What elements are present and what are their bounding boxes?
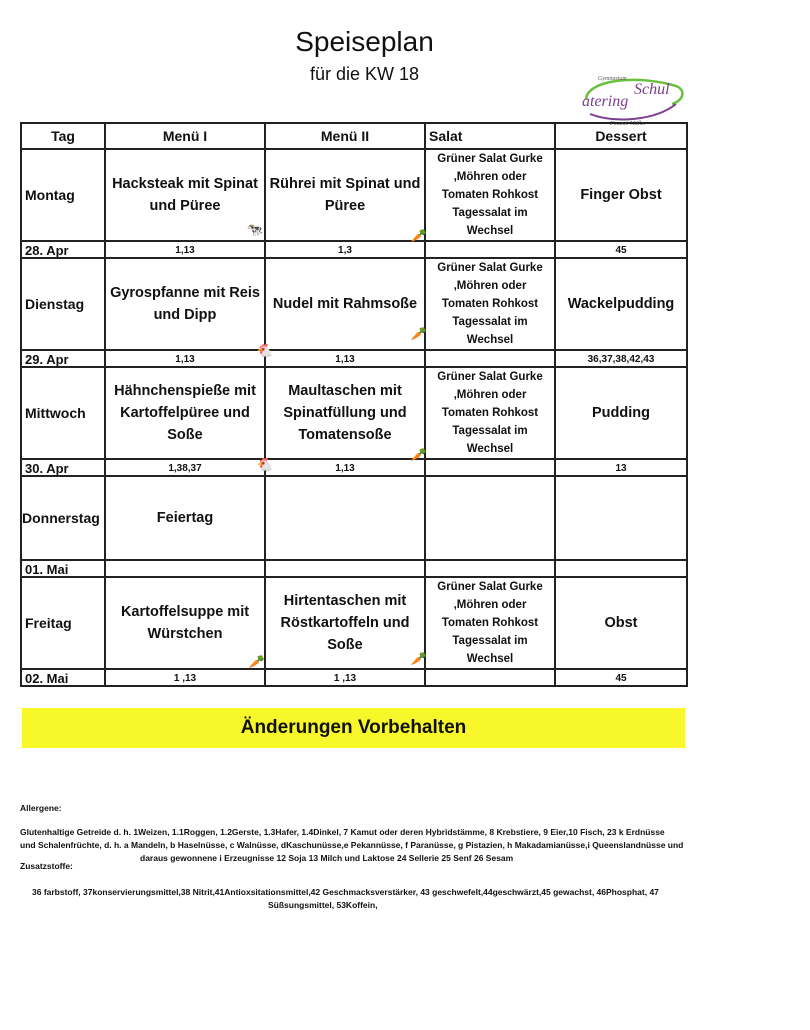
day-name: Dienstag bbox=[21, 258, 105, 350]
menu-table bbox=[20, 122, 688, 687]
changes-reserved-banner: Änderungen Vorbehalten bbox=[22, 708, 685, 748]
day-date: 01. Mai bbox=[21, 560, 105, 577]
menu2-dish bbox=[265, 577, 425, 669]
salad-allergens bbox=[425, 350, 555, 367]
dessert-allergens: 13 bbox=[555, 459, 687, 476]
carrot-icon: 🥕 bbox=[410, 447, 427, 462]
menu1-allergens: 1,13 bbox=[105, 350, 265, 367]
menu1-dish bbox=[105, 149, 265, 241]
logo-main-text-1: Schul bbox=[634, 81, 670, 98]
salad bbox=[425, 476, 555, 560]
menu2-dish bbox=[265, 476, 425, 560]
dessert-allergens: 45 bbox=[555, 241, 687, 258]
date-row-freitag bbox=[21, 669, 687, 686]
dessert-allergens: 45 bbox=[555, 669, 687, 686]
salad-allergens bbox=[425, 560, 555, 577]
menu2-dish bbox=[265, 149, 425, 241]
day-row-montag bbox=[21, 149, 687, 241]
menu2-allergens bbox=[265, 560, 425, 577]
header-salat: Salat bbox=[425, 123, 555, 149]
dessert: Obst bbox=[555, 577, 687, 669]
allergene-line-1: Glutenhaltige Getreide d. h. 1Weizen, 1.1Roggen, 1.2Gerste, 1.3Hafer, 1.4Dinkel, 7 Kamut oder deren Hybridstämme, 8 Krebstiere, 9 Eier,10 Fisch, 23 k Erdnüsse bbox=[20, 827, 665, 837]
allergene-line-3: daraus gewonnene i Erzeugnisse 12 Soja 13 Milch und Laktose 24 Sellerie 25 Senf 26 Sesam bbox=[140, 853, 514, 863]
logo-small-text: Finanzi Müller bbox=[610, 121, 647, 127]
carrot-icon: 🥕 bbox=[410, 326, 427, 341]
chicken-icon: 🐔 bbox=[256, 343, 273, 358]
carrot-icon: 🥕 bbox=[410, 651, 427, 666]
salad-allergens bbox=[425, 459, 555, 476]
menu1-text: Gyrospfanne mit Reis und Dipp bbox=[110, 285, 260, 323]
dessert-allergens: 36,37,38,42,43 bbox=[555, 350, 687, 367]
menu1-allergens bbox=[105, 560, 265, 577]
day-row-donnerstag bbox=[21, 476, 687, 560]
dessert: Wackelpudding bbox=[555, 258, 687, 350]
catering-logo bbox=[576, 70, 688, 128]
menu1-allergens: 1 ,13 bbox=[105, 669, 265, 686]
day-date: 30. Apr bbox=[21, 459, 105, 476]
header-tag: Tag bbox=[21, 123, 105, 149]
menu2-allergens: 1,13 bbox=[265, 350, 425, 367]
menu2-allergens: 1,13 bbox=[265, 459, 425, 476]
menu2-allergens: 1,3 bbox=[265, 241, 425, 258]
menu1-dish bbox=[105, 258, 273, 358]
menu2-text: Hirtentaschen mit Röstkartoffeln und Soße bbox=[280, 593, 410, 653]
day-row-mittwoch bbox=[21, 367, 687, 459]
header-menu1: Menü I bbox=[105, 123, 265, 149]
zusatzstoffe-line-2: Süßsungsmittel, 53Koffein, bbox=[268, 900, 378, 910]
salad: Grüner Salat Gurke ,Möhren oder Tomaten Rohkost Tagessalat im Wechsel bbox=[425, 258, 555, 350]
menu1-dish: Feiertag bbox=[105, 476, 265, 560]
header-dessert: Dessert bbox=[555, 123, 687, 149]
day-date: 28. Apr bbox=[21, 241, 105, 258]
zusatzstoffe-line-1: 36 farbstoff, 37konservierungsmittel,38 Nitrit,41Antioxsitationsmittel,42 Geschmacksverstärker, 43 geschwefelt,44geschwärzt,45 gewachst, 46Phosphat, 47 bbox=[32, 887, 659, 897]
date-row-montag bbox=[21, 241, 687, 258]
day-name: Freitag bbox=[21, 577, 105, 669]
carrot-icon: 🥕 bbox=[248, 654, 265, 669]
header-row bbox=[21, 123, 687, 149]
allergene-label: Allergene: bbox=[20, 803, 62, 813]
dessert: Finger Obst bbox=[555, 149, 687, 241]
salad-allergens bbox=[425, 241, 555, 258]
menu2-text: Rührei mit Spinat und Püree bbox=[269, 176, 421, 214]
logo-main-text-2: atering bbox=[582, 93, 629, 110]
cow-icon: 🐄 bbox=[246, 222, 263, 237]
menu1-dish bbox=[105, 577, 265, 669]
logo-top-text: Gymnasium bbox=[598, 76, 627, 82]
salad: Grüner Salat Gurke ,Möhren oder Tomaten Rohkost Tagessalat im Wechsel bbox=[425, 577, 555, 669]
menu2-text: Nudel mit Rahmsoße bbox=[272, 296, 418, 312]
menu1-text: Hacksteak mit Spinat und Püree bbox=[112, 176, 258, 214]
menu1-text: Hähnchenspieße mit Kartoffelpüree und Soße bbox=[114, 383, 256, 443]
menu1-text: Kartoffelsuppe mit Würstchen bbox=[120, 604, 250, 642]
date-row-donnerstag bbox=[21, 560, 687, 577]
day-row-freitag bbox=[21, 577, 687, 669]
menu2-dish bbox=[265, 258, 425, 350]
date-row-dienstag bbox=[21, 350, 687, 367]
menu2-dish bbox=[265, 367, 427, 462]
salad: Grüner Salat Gurke ,Möhren oder Tomaten Rohkost Tagessalat im Wechsel bbox=[425, 149, 555, 241]
carrot-icon: 🥕 bbox=[410, 228, 427, 243]
dessert: Pudding bbox=[555, 367, 687, 459]
dessert bbox=[555, 476, 687, 560]
salad-allergens bbox=[425, 669, 555, 686]
week-subtitle: für die KW 18 bbox=[309, 64, 420, 84]
dessert-allergens bbox=[555, 560, 687, 577]
salad: Grüner Salat Gurke ,Möhren oder Tomaten Rohkost Tagessalat im Wechsel bbox=[425, 367, 555, 459]
zusatzstoffe-label: Zusatzstoffe: bbox=[20, 861, 73, 871]
chicken-icon: 🐔 bbox=[256, 457, 273, 472]
menu2-text: Maultaschen mit Spinatfüllung und Tomatensoße bbox=[283, 383, 407, 443]
day-date: 02. Mai bbox=[21, 669, 105, 686]
menu1-allergens: 1,38,37 bbox=[105, 459, 265, 476]
day-row-dienstag bbox=[21, 258, 687, 350]
menu2-allergens: 1 ,13 bbox=[265, 669, 425, 686]
page-title: Speiseplan bbox=[295, 26, 434, 57]
menu1-allergens: 1,13 bbox=[105, 241, 265, 258]
day-name: Mittwoch bbox=[21, 367, 105, 459]
day-name: Montag bbox=[21, 149, 105, 241]
day-date: 29. Apr bbox=[21, 350, 105, 367]
allergene-line-2: und Schalenfrüchte, d. h. a Mandeln, b Haselnüsse, c Walnüsse, dKaschunüsse,e Pekannüsse, f Paranüsse, g Pistazien, h Makadamianüsse,i Queenslandnüsse und bbox=[20, 840, 684, 850]
header-menu2: Menü II bbox=[265, 123, 425, 149]
day-name: Donnerstag bbox=[21, 476, 105, 560]
date-row-mittwoch bbox=[21, 459, 687, 476]
